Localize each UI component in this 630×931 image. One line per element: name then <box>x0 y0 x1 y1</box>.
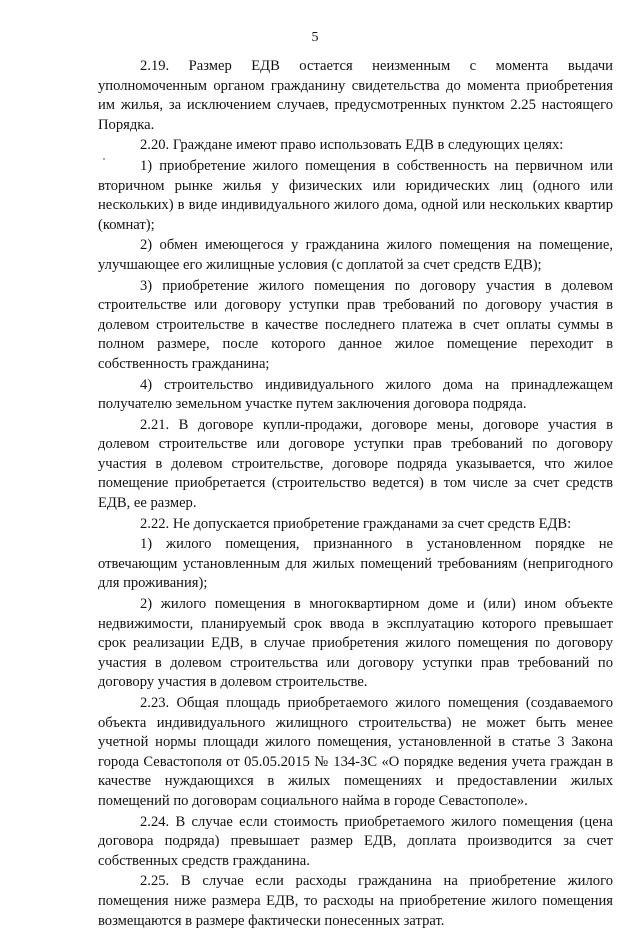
paragraph-2-25: 2.25. В случае если расходы гражданина на приобретение жилого помещения ниже размера ЕДВ, то расходы на приобретение жилого помещения возмещаются в размере фактически понесенных затрат. <box>98 873 613 929</box>
page-number: 5 <box>311 30 319 45</box>
list-item-2-20-3: 3) приобретение жилого помещения по договору участия в долевом строительстве или договору уступки прав требований по договору участия в долевом строительстве в качестве последнего платежа в счет оплаты суммы в полном размере, после которого данное жилое помещение переходит в собственность гражданина; <box>98 277 613 372</box>
document-body <box>98 57 613 931</box>
scan-speck <box>103 158 105 160</box>
list-item-2-22-2: 2) жилого помещения в многоквартирном доме и (или) ином объекте недвижимости, планируемый срок ввода в эксплуатацию которого превышает срок реализации ЕДВ, в случае приобретения жилого помещения по договору участия в долевом строительства или договору уступки прав требований по договору участия в долевом строительстве. <box>98 596 613 691</box>
paragraph-2-21: 2.21. В договоре купли-продажи, договоре мены, договоре участия в долевом строительстве или договоре уступки прав требований по договору участия в долевом строительстве, договоре подряда указывается, что жилое помещение приобретается (строительство ведется) в том числе за счет средств ЕДВ, ее размер. <box>98 416 613 512</box>
paragraph-2-24: 2.24. В случае если стоимость приобретаемого жилого помещения (цена договора подряда) превышает размер ЕДВ, доплата производится за счет собственных средств гражданина. <box>98 813 613 869</box>
list-item-2-20-1: 1) приобретение жилого помещения в собственность на первичном или вторичном рынке жилья у физических или юридических лиц (одного или нескольких) в виде индивидуального жилого дома, одной или нескольких квартир (комнат); <box>98 157 613 233</box>
paragraph-2-20: 2.20. Граждане имеют право использовать ЕДВ в следующих целях: <box>140 137 564 154</box>
list-item-2-22-1: 1) жилого помещения, признанного в установленном порядке не отвечающим установленным для жилых помещений требованиям (непригодного для проживания); <box>98 536 613 592</box>
list-item-2-20-2: 2) обмен имеющегося у гражданина жилого помещения на помещение, улучшающее его жилищные условия (с доплатой за счет средств ЕДВ); <box>98 237 613 273</box>
list-item-2-20-4: 4) строительство индивидуального жилого дома на принадлежащем получателю земельном участке путем заключения договора подряда. <box>98 376 613 413</box>
paragraph-2-19: 2.19. Размер ЕДВ остается неизменным с момента выдачи уполномоченным органом гражданину свидетельства до момента приобретения им жилья, за исключением случаев, предусмотренных пунктом 2.25 настоящего Порядка. <box>98 58 613 133</box>
paragraph-2-23: 2.23. Общая площадь приобретаемого жилого помещения (создаваемого объекта индивидуального жилищного строительства) не может быть менее учетной нормы площади жилого помещения, установленной в статье 3 Закона города Севастополя от 05.05.2015 № 134-ЗС «О порядке ведения учета граждан в качестве нуждающихся в жилых помещениях и предоставлении жилых помещений по договорам социального найма в городе Севастополе». <box>98 695 613 809</box>
paragraph-2-22: 2.22. Не допускается приобретение гражданами за счет средств ЕДВ: <box>140 515 572 532</box>
